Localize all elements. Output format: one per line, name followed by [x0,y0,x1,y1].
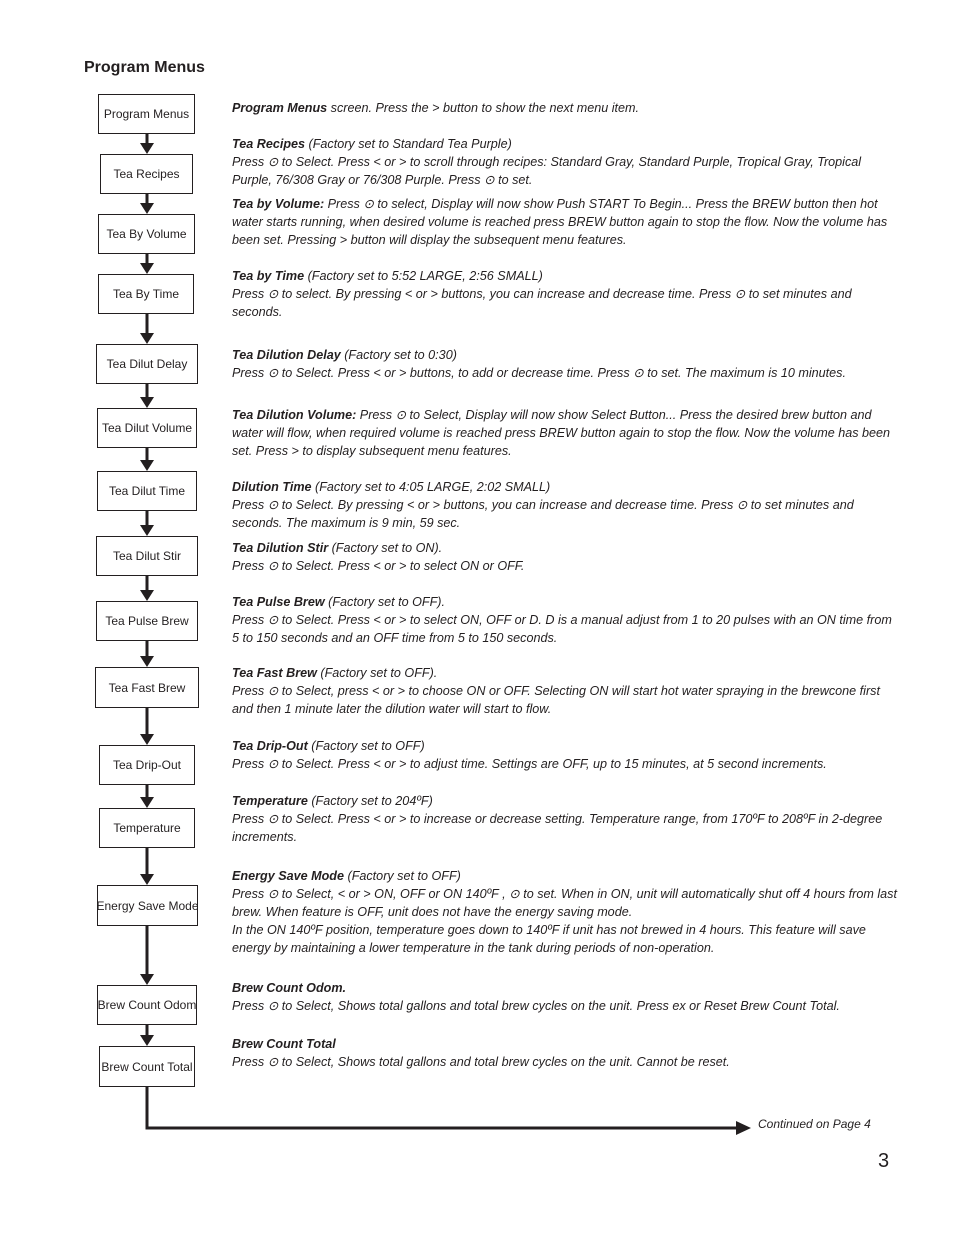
page-heading: Program Menus [84,59,205,76]
menu-box-tea-pulse-brew: Tea Pulse Brew [96,601,198,641]
desc-tea-by-time: Tea by Time (Factory set to 5:52 LARGE, 2:56 SMALL) Press ⊙ to select. By pressing < or > buttons, you can increase and decrease time. Press ⊙ to set minutes and seconds. [232,269,852,319]
desc-tea-recipes: Tea Recipes (Factory set to Standard Tea Purple) Press ⊙ to Select. Press < or > to scroll through recipes: Standard Gray, Standard Purple, Tropical Gray, Tropical Purple, 76/308 Gray or 76/308 Purple. Press ⊙ to set. [232,137,862,187]
menu-box-tea-fast-brew: Tea Fast Brew [95,667,199,708]
desc-dilution-time: Dilution Time (Factory set to 4:05 LARGE, 2:02 SMALL) Press ⊙ to Select. By pressing < or > buttons, you can increase and decrease time. Press ⊙ to set minutes and seconds. The maximum is 9 min, 59 sec. [232,480,854,530]
connector-arrowhead [140,974,154,985]
desc-brew-count-odom: Brew Count Odom. Press ⊙ to Select, Shows total gallons and total brew cycles on the unit. Press ex or Reset Brew Count Total. [232,981,840,1013]
continued-note: Continued on Page 4 [758,1117,871,1131]
menu-box-energy-save-mode: Energy Save Mode [97,885,198,926]
menu-box-tea-dilut-delay: Tea Dilut Delay [96,344,198,384]
menu-box-tea-by-time: Tea By Time [98,274,194,314]
desc-tea-by-volume: Tea by Volume: Press ⊙ to select, Display will now show Push START To Begin... Press the BREW button then hot water starts running, when desired volume is reached press BREW button again to stop the flow. Now the volume has been set. Pressing > button will display the subsequent menu features. [232,197,888,247]
connector-arrowhead [140,460,154,471]
desc-tea-dilution-stir: Tea Dilution Stir (Factory set to ON). Press ⊙ to Select. Press < or > to select ON or OFF. [232,541,525,573]
connector-arrowhead [140,874,154,885]
connector-arrowhead [140,656,154,667]
desc-energy-save-mode: Energy Save Mode (Factory set to OFF) Press ⊙ to Select, < or > ON, OFF or ON 140ºF , ⊙ to set. When in ON, unit will automatically shut off 4 hours from last brew. When feature is OFF, unit does not have the energy saving mode. In the ON 140ºF position, temperature goes down to 140ºF if unit has not brewed in 4 hours. This feature will save energy by maintaining a lower temperature in the tank during periods of non-operation. [232,869,897,955]
desc-program-menus: Program Menus screen. Press the > button to show the next menu item. [232,101,640,115]
menu-box-tea-dilut-stir: Tea Dilut Stir [96,536,198,576]
menu-box-tea-recipes: Tea Recipes [100,154,193,194]
desc-tea-drip-out: Tea Drip-Out (Factory set to OFF) Press ⊙ to Select. Press < or > to adjust time. Settings are OFF, up to 15 minutes, at 5 second increments. [232,739,827,771]
menu-box-brew-count-odom: Brew Count Odom [97,985,197,1025]
connector-arrowhead [140,263,154,274]
desc-tea-dilution-delay: Tea Dilution Delay (Factory set to 0:30) Press ⊙ to Select. Press < or > buttons, to add or decrease time. Press ⊙ to set. The maximum is 10 minutes. [232,348,846,380]
connector-arrowhead [140,1035,154,1046]
connector-arrowhead [140,203,154,214]
menu-box-brew-count-total: Brew Count Total [99,1046,195,1087]
desc-tea-fast-brew: Tea Fast Brew (Factory set to OFF). Press ⊙ to Select, press < or > to choose ON or OFF. Selecting ON will start hot water spraying in the brewcone first and then 1 minute later the dilution water will start to flow. [232,666,880,716]
desc-brew-count-total: Brew Count Total Press ⊙ to Select, Shows total gallons and total brew cycles on the unit. Cannot be reset. [232,1037,730,1069]
menu-box-tea-dilut-time: Tea Dilut Time [97,471,197,511]
continue-arrowhead [736,1121,751,1135]
connector-arrowhead [140,590,154,601]
menu-box-tea-dilut-volume: Tea Dilut Volume [97,408,197,448]
desc-tea-pulse-brew: Tea Pulse Brew (Factory set to OFF). Press ⊙ to Select. Press < or > to select ON, OFF or D. D is a manual adjust from 1 to 20 pulses with an ON time from 5 to 150 seconds and an OFF time from 5 to 150 seconds. [232,595,892,645]
page-number: 3 [878,1150,890,1172]
connector-arrowhead [140,333,154,344]
connector-arrowhead [140,143,154,154]
desc-tea-dilution-volume: Tea Dilution Volume: Press ⊙ to Select, Display will now show Select Button... Press the desired brew button and water will flow, when required volume is reached press BREW button again to stop the flow. Now the volume has been set. Press > to display subsequent menu features. [232,408,891,458]
menu-box-tea-drip-out: Tea Drip-Out [99,745,195,785]
connector-arrowhead [140,797,154,808]
desc-temperature: Temperature (Factory set to 204ºF) Press ⊙ to Select. Press < or > to increase or decrease setting. Temperature range, from 170ºF to 208ºF in 2-degree increments. [232,794,883,844]
menu-box-temperature: Temperature [99,808,195,848]
menu-box-tea-by-volume: Tea By Volume [98,214,195,254]
connector-arrowhead [140,734,154,745]
menu-box-program-menus: Program Menus [98,94,195,134]
connector-arrowhead [140,525,154,536]
connector-arrowhead [140,397,154,408]
